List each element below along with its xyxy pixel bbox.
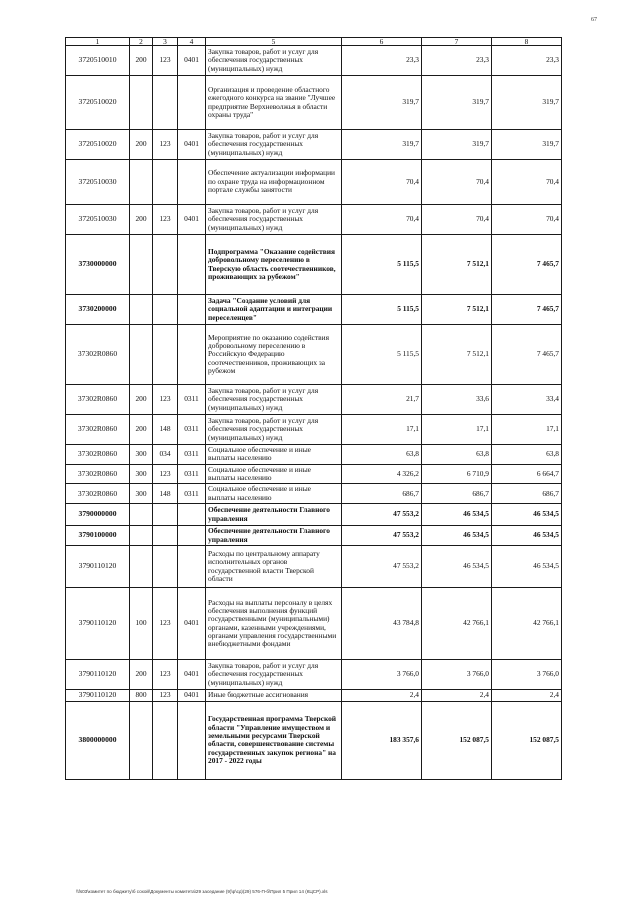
expense-type-cell: 200: [130, 660, 153, 690]
table-row: [66, 660, 562, 690]
value-col7-cell: 42 766,1: [422, 588, 492, 660]
admin-code-cell: 123: [153, 464, 178, 484]
value-col8-cell: 70,4: [492, 160, 562, 205]
classification-code-cell: 3720510010: [66, 46, 130, 76]
section-code-cell: 0311: [178, 415, 206, 445]
value-col8-cell: 46 534,5: [492, 546, 562, 588]
admin-code-cell: [153, 504, 178, 526]
table-row: [66, 160, 562, 205]
table-row: [66, 464, 562, 484]
section-code-cell: 0401: [178, 690, 206, 702]
expense-type-cell: 200: [130, 46, 153, 76]
footer-file-path: \\fs03\комитет по бюджету\б сохой\Документы комитета\29 заседание (9)\р\сд\(29) 576-П-б\Прил 5 Прил 14 (КЦСР).xls: [76, 889, 328, 894]
table-row: [66, 701, 562, 779]
section-code-cell: [178, 76, 206, 130]
section-code-cell: [178, 546, 206, 588]
page-number: 67: [591, 17, 597, 23]
value-col6-cell: 63,8: [342, 445, 422, 465]
classification-code-cell: 3790110120: [66, 588, 130, 660]
classification-code-cell: 3790110120: [66, 660, 130, 690]
column-header: 7: [422, 38, 492, 46]
admin-code-cell: 034: [153, 445, 178, 465]
classification-code-cell: 37302R0860: [66, 325, 130, 385]
table-row: [66, 690, 562, 702]
description-cell: Задача "Создание условий для социальной адаптации и интеграции переселенцев": [206, 295, 342, 325]
value-col8-cell: 42 766,1: [492, 588, 562, 660]
column-header: 5: [206, 38, 342, 46]
classification-code-cell: 3720510030: [66, 205, 130, 235]
section-code-cell: 0311: [178, 464, 206, 484]
value-col7-cell: 686,7: [422, 484, 492, 504]
budget-table: [65, 37, 562, 780]
description-cell: Социальное обеспечение и иные выплаты населению: [206, 484, 342, 504]
section-code-cell: 0311: [178, 445, 206, 465]
admin-code-cell: 123: [153, 660, 178, 690]
value-col7-cell: 70,4: [422, 160, 492, 205]
value-col6-cell: 47 553,2: [342, 526, 422, 546]
value-col8-cell: 63,8: [492, 445, 562, 465]
section-code-cell: 0311: [178, 385, 206, 415]
value-col8-cell: 7 465,7: [492, 325, 562, 385]
admin-code-cell: 123: [153, 588, 178, 660]
description-cell: Организация и проведение областного ежегодного конкурса на звание "Лучшее предприятие Верхневолжья в области охраны труда": [206, 76, 342, 130]
table-row: [66, 76, 562, 130]
value-col8-cell: 23,3: [492, 46, 562, 76]
value-col6-cell: 70,4: [342, 160, 422, 205]
table-row: [66, 504, 562, 526]
expense-type-cell: [130, 160, 153, 205]
classification-code-cell: 3730000000: [66, 235, 130, 295]
admin-code-cell: [153, 160, 178, 205]
value-col7-cell: 7 512,1: [422, 235, 492, 295]
value-col6-cell: 5 115,5: [342, 235, 422, 295]
description-cell: Закупка товаров, работ и услуг для обеспечения государственных (муниципальных) нужд: [206, 660, 342, 690]
table-row: [66, 415, 562, 445]
value-col7-cell: 152 087,5: [422, 701, 492, 779]
value-col8-cell: 319,7: [492, 130, 562, 160]
admin-code-cell: 123: [153, 205, 178, 235]
admin-code-cell: [153, 295, 178, 325]
table-row: [66, 546, 562, 588]
classification-code-cell: 3790100000: [66, 526, 130, 546]
value-col7-cell: 63,8: [422, 445, 492, 465]
section-code-cell: [178, 504, 206, 526]
value-col8-cell: 70,4: [492, 205, 562, 235]
column-header: 1: [66, 38, 130, 46]
value-col7-cell: 70,4: [422, 205, 492, 235]
admin-code-cell: [153, 701, 178, 779]
value-col8-cell: 33,4: [492, 385, 562, 415]
value-col6-cell: 686,7: [342, 484, 422, 504]
value-col7-cell: 3 766,0: [422, 660, 492, 690]
value-col6-cell: 319,7: [342, 130, 422, 160]
admin-code-cell: 148: [153, 484, 178, 504]
classification-code-cell: 3720510020: [66, 76, 130, 130]
value-col7-cell: 7 512,1: [422, 295, 492, 325]
admin-code-cell: [153, 526, 178, 546]
expense-type-cell: [130, 504, 153, 526]
table-row: [66, 484, 562, 504]
classification-code-cell: 37302R0860: [66, 484, 130, 504]
expense-type-cell: 300: [130, 464, 153, 484]
admin-code-cell: [153, 325, 178, 385]
table-body: [66, 46, 562, 780]
section-code-cell: [178, 526, 206, 546]
expense-type-cell: 300: [130, 484, 153, 504]
section-code-cell: 0401: [178, 130, 206, 160]
description-cell: Мероприятие по оказанию содействия добровольному переселению в Российскую Федерацию соотечественников, проживающих за рубежом: [206, 325, 342, 385]
description-cell: Расходы по центральному аппарату исполнительных органов государственной власти Тверской области: [206, 546, 342, 588]
expense-type-cell: 800: [130, 690, 153, 702]
table-row: [66, 235, 562, 295]
expense-type-cell: 200: [130, 385, 153, 415]
classification-code-cell: 37302R0860: [66, 445, 130, 465]
expense-type-cell: [130, 235, 153, 295]
value-col6-cell: 47 553,2: [342, 504, 422, 526]
column-header: 3: [153, 38, 178, 46]
description-cell: Государственная программа Тверской области "Управление имуществом и земельными ресурсами Тверской области, совершенствование системы государственных закупок региона" на 2017 - 2022 годы: [206, 701, 342, 779]
value-col7-cell: 319,7: [422, 130, 492, 160]
section-code-cell: 0401: [178, 660, 206, 690]
table-row: [66, 295, 562, 325]
description-cell: Закупка товаров, работ и услуг для обеспечения государственных (муниципальных) нужд: [206, 130, 342, 160]
section-code-cell: [178, 701, 206, 779]
description-cell: Закупка товаров, работ и услуг для обеспечения государственных (муниципальных) нужд: [206, 385, 342, 415]
section-code-cell: [178, 295, 206, 325]
admin-code-cell: [153, 76, 178, 130]
value-col6-cell: 3 766,0: [342, 660, 422, 690]
value-col6-cell: 17,1: [342, 415, 422, 445]
section-code-cell: 0311: [178, 484, 206, 504]
expense-type-cell: [130, 546, 153, 588]
value-col6-cell: 319,7: [342, 76, 422, 130]
expense-type-cell: 300: [130, 445, 153, 465]
table-row: [66, 205, 562, 235]
value-col8-cell: 3 766,0: [492, 660, 562, 690]
section-code-cell: [178, 325, 206, 385]
value-col7-cell: 23,3: [422, 46, 492, 76]
value-col8-cell: 152 087,5: [492, 701, 562, 779]
classification-code-cell: 37302R0860: [66, 385, 130, 415]
expense-type-cell: [130, 325, 153, 385]
value-col8-cell: 319,7: [492, 76, 562, 130]
classification-code-cell: 3800000000: [66, 701, 130, 779]
table-row: [66, 588, 562, 660]
admin-code-cell: 123: [153, 385, 178, 415]
value-col6-cell: 5 115,5: [342, 295, 422, 325]
value-col6-cell: 23,3: [342, 46, 422, 76]
value-col8-cell: 7 465,7: [492, 295, 562, 325]
value-col8-cell: 46 534,5: [492, 504, 562, 526]
expense-type-cell: 100: [130, 588, 153, 660]
column-header: 4: [178, 38, 206, 46]
section-code-cell: 0401: [178, 46, 206, 76]
table-row: [66, 46, 562, 76]
description-cell: Закупка товаров, работ и услуг для обеспечения государственных (муниципальных) нужд: [206, 415, 342, 445]
value-col8-cell: 6 664,7: [492, 464, 562, 484]
classification-code-cell: 37302R0860: [66, 415, 130, 445]
value-col7-cell: 2,4: [422, 690, 492, 702]
value-col6-cell: 43 784,8: [342, 588, 422, 660]
value-col8-cell: 17,1: [492, 415, 562, 445]
value-col6-cell: 21,7: [342, 385, 422, 415]
table-row: [66, 130, 562, 160]
value-col6-cell: 2,4: [342, 690, 422, 702]
description-cell: Обеспечение деятельности Главного управления: [206, 504, 342, 526]
classification-code-cell: 3790000000: [66, 504, 130, 526]
column-header: 8: [492, 38, 562, 46]
classification-code-cell: 3790110120: [66, 690, 130, 702]
admin-code-cell: 123: [153, 690, 178, 702]
classification-code-cell: 3730200000: [66, 295, 130, 325]
value-col8-cell: 686,7: [492, 484, 562, 504]
description-cell: Обеспечение деятельности Главного управления: [206, 526, 342, 546]
admin-code-cell: [153, 546, 178, 588]
admin-code-cell: 148: [153, 415, 178, 445]
table-row: [66, 325, 562, 385]
expense-type-cell: [130, 701, 153, 779]
table-row: [66, 445, 562, 465]
value-col7-cell: 33,6: [422, 385, 492, 415]
description-cell: Иные бюджетные ассигнования: [206, 690, 342, 702]
admin-code-cell: [153, 235, 178, 295]
description-cell: Подпрограмма "Оказание содействия добровольному переселению в Тверскую область соотечественников, проживающих за рубежом": [206, 235, 342, 295]
description-cell: Социальное обеспечение и иные выплаты населению: [206, 445, 342, 465]
section-code-cell: [178, 235, 206, 295]
expense-type-cell: [130, 76, 153, 130]
value-col6-cell: 5 115,5: [342, 325, 422, 385]
expense-type-cell: 200: [130, 130, 153, 160]
table-row: [66, 526, 562, 546]
description-cell: Закупка товаров, работ и услуг для обеспечения государственных (муниципальных) нужд: [206, 46, 342, 76]
value-col6-cell: 183 357,6: [342, 701, 422, 779]
section-code-cell: 0401: [178, 588, 206, 660]
value-col7-cell: 7 512,1: [422, 325, 492, 385]
description-cell: Расходы на выплаты персоналу в целях обеспечения выполнения функций государственными (муниципальными) органами, казенными учреждениями, органами управления государственными внебюджетными фондами: [206, 588, 342, 660]
value-col7-cell: 46 534,5: [422, 546, 492, 588]
expense-type-cell: [130, 526, 153, 546]
classification-code-cell: 3720510030: [66, 160, 130, 205]
expense-type-cell: 200: [130, 415, 153, 445]
value-col8-cell: 46 534,5: [492, 526, 562, 546]
value-col6-cell: 70,4: [342, 205, 422, 235]
value-col8-cell: 7 465,7: [492, 235, 562, 295]
column-header: 2: [130, 38, 153, 46]
value-col6-cell: 4 326,2: [342, 464, 422, 484]
expense-type-cell: 200: [130, 205, 153, 235]
value-col7-cell: 17,1: [422, 415, 492, 445]
column-header-row: [66, 38, 562, 46]
section-code-cell: [178, 160, 206, 205]
section-code-cell: 0401: [178, 205, 206, 235]
classification-code-cell: 3790110120: [66, 546, 130, 588]
description-cell: Закупка товаров, работ и услуг для обеспечения государственных (муниципальных) нужд: [206, 205, 342, 235]
table-row: [66, 385, 562, 415]
column-header: 6: [342, 38, 422, 46]
value-col7-cell: 46 534,5: [422, 504, 492, 526]
value-col7-cell: 6 710,9: [422, 464, 492, 484]
classification-code-cell: 3720510020: [66, 130, 130, 160]
description-cell: Обеспечение актуализации информации по охране труда на информационном портале службы занятости: [206, 160, 342, 205]
admin-code-cell: 123: [153, 46, 178, 76]
admin-code-cell: 123: [153, 130, 178, 160]
value-col8-cell: 2,4: [492, 690, 562, 702]
description-cell: Социальное обеспечение и иные выплаты населению: [206, 464, 342, 484]
expense-type-cell: [130, 295, 153, 325]
value-col6-cell: 47 553,2: [342, 546, 422, 588]
value-col7-cell: 319,7: [422, 76, 492, 130]
value-col7-cell: 46 534,5: [422, 526, 492, 546]
classification-code-cell: 37302R0860: [66, 464, 130, 484]
